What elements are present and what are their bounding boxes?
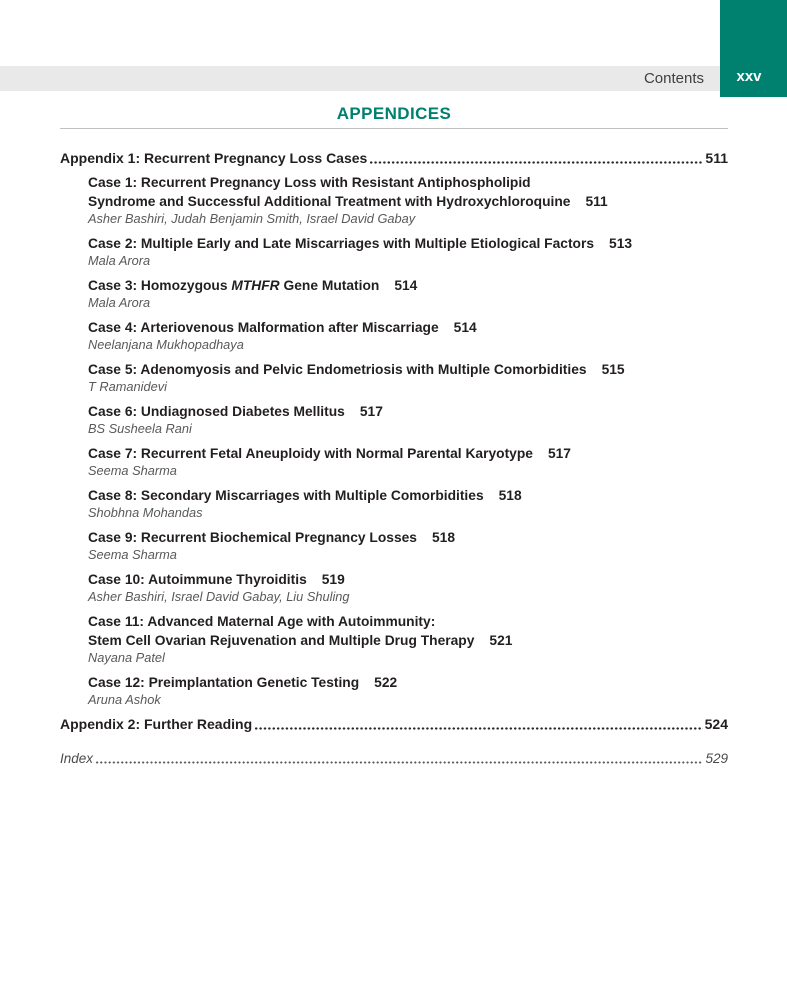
case-title: [88, 673, 728, 692]
case-title-line: Case 1: Recurrent Pregnancy Loss with Resistant Antiphospholipid: [88, 175, 531, 190]
appendix-1-title: Appendix 1: Recurrent Pregnancy Loss Cases: [60, 150, 368, 166]
case-authors: Asher Bashiri, Judah Benjamin Smith, Israel David Gabay: [88, 211, 416, 226]
case-title: [88, 173, 728, 211]
toc-entry-appendix-1: [60, 149, 728, 168]
case-title-line: Case 6: Undiagnosed Diabetes Mellitus 517: [88, 404, 383, 419]
case-authors: Seema Sharma: [88, 547, 177, 562]
case-authors: Aruna Ashok: [88, 692, 161, 707]
index-page-number: 529: [705, 751, 728, 766]
case-page-number: 514: [394, 278, 418, 293]
case-page-number: 513: [609, 236, 633, 251]
section-title: APPENDICES: [336, 104, 452, 123]
toc-case-entry: [88, 444, 728, 478]
case-authors: T Ramanidevi: [88, 379, 167, 394]
toc-case-entry: [88, 276, 728, 310]
toc-case-entry: [88, 612, 728, 665]
page-number-tab: [720, 0, 787, 97]
case-title-line: Case 3: Homozygous MTHFR Gene Mutation 514: [88, 278, 418, 293]
case-page-number: 521: [489, 633, 513, 648]
toc-entry-index: [60, 749, 728, 768]
case-title: [88, 234, 728, 253]
index-title: Index: [60, 751, 94, 766]
toc-case-entry: [88, 570, 728, 604]
case-title-line: Case 12: Preimplantation Genetic Testing 522: [88, 675, 398, 690]
case-page-number: 518: [431, 530, 455, 545]
running-head-title: Contents: [643, 70, 704, 87]
case-title-line: Case 11: Advanced Maternal Age with Autoimmunity:: [88, 614, 436, 629]
case-title-line: Case 4: Arteriovenous Malformation after Miscarriage 514: [88, 320, 477, 335]
case-title: [88, 276, 728, 295]
toc-case-entry: [88, 318, 728, 352]
case-title: [88, 402, 728, 421]
toc-main-column: [60, 104, 728, 768]
case-page-number: 511: [585, 194, 608, 209]
case-title: [88, 318, 728, 337]
toc-case-entry: [88, 673, 728, 707]
dot-leader: [95, 749, 703, 768]
case-page-number: 517: [547, 446, 571, 461]
case-title-line: Stem Cell Ovarian Rejuvenation and Multiple Drug Therapy 521: [88, 633, 513, 648]
case-authors: Seema Sharma: [88, 463, 177, 478]
case-authors: Mala Arora: [88, 295, 151, 310]
case-authors: Asher Bashiri, Israel David Gabay, Liu Shuling: [88, 589, 350, 604]
case-authors: Mala Arora: [88, 253, 151, 268]
page-number: xxv: [736, 68, 762, 85]
dot-leader: [254, 715, 703, 734]
appendix-1-page-number: 511: [705, 150, 728, 166]
case-title: [88, 360, 728, 379]
appendix-2-page-number: 524: [704, 716, 728, 732]
toc-entry-appendix-2: [60, 715, 728, 734]
case-authors: Neelanjana Mukhopadhaya: [88, 337, 244, 352]
case-title-line: Case 9: Recurrent Biochemical Pregnancy Losses 518: [88, 530, 455, 545]
toc-case-entry: [88, 486, 728, 520]
toc-case-entry: [88, 402, 728, 436]
toc-case-entry: [88, 360, 728, 394]
case-title-line: Case 8: Secondary Miscarriages with Multiple Comorbidities 518: [88, 488, 522, 503]
case-page-number: 518: [498, 488, 522, 503]
dot-leader: [369, 149, 703, 168]
toc-case-entry: [88, 173, 728, 226]
running-head-bar: [0, 66, 720, 91]
case-title-line: Case 7: Recurrent Fetal Aneuploidy with Normal Parental Karyotype 517: [88, 446, 571, 461]
case-page-number: 517: [359, 404, 383, 419]
case-page-number: 522: [374, 675, 398, 690]
heading-rule: [60, 128, 728, 129]
toc-case-entry: [88, 234, 728, 268]
case-authors: Nayana Patel: [88, 650, 165, 665]
case-title: [88, 612, 728, 650]
appendix-2-title: Appendix 2: Further Reading: [60, 716, 253, 732]
case-title-line: Case 10: Autoimmune Thyroiditis 519: [88, 572, 345, 587]
case-title-line: Syndrome and Successful Additional Treatment with Hydroxychloroquine 511: [88, 194, 608, 209]
case-title: [88, 570, 728, 589]
case-page-number: 515: [601, 362, 625, 377]
case-page-number: 514: [453, 320, 477, 335]
case-title: [88, 444, 728, 463]
toc-case-entry: [88, 528, 728, 562]
case-title: [88, 528, 728, 547]
case-authors: BS Susheela Rani: [88, 421, 192, 436]
case-page-number: 519: [321, 572, 345, 587]
case-authors: Shobhna Mohandas: [88, 505, 203, 520]
case-title-line: Case 2: Multiple Early and Late Miscarriages with Multiple Etiological Factors 513: [88, 236, 633, 251]
case-list: [88, 173, 728, 707]
case-title: [88, 486, 728, 505]
case-title-line: Case 5: Adenomyosis and Pelvic Endometriosis with Multiple Comorbidities 515: [88, 362, 625, 377]
